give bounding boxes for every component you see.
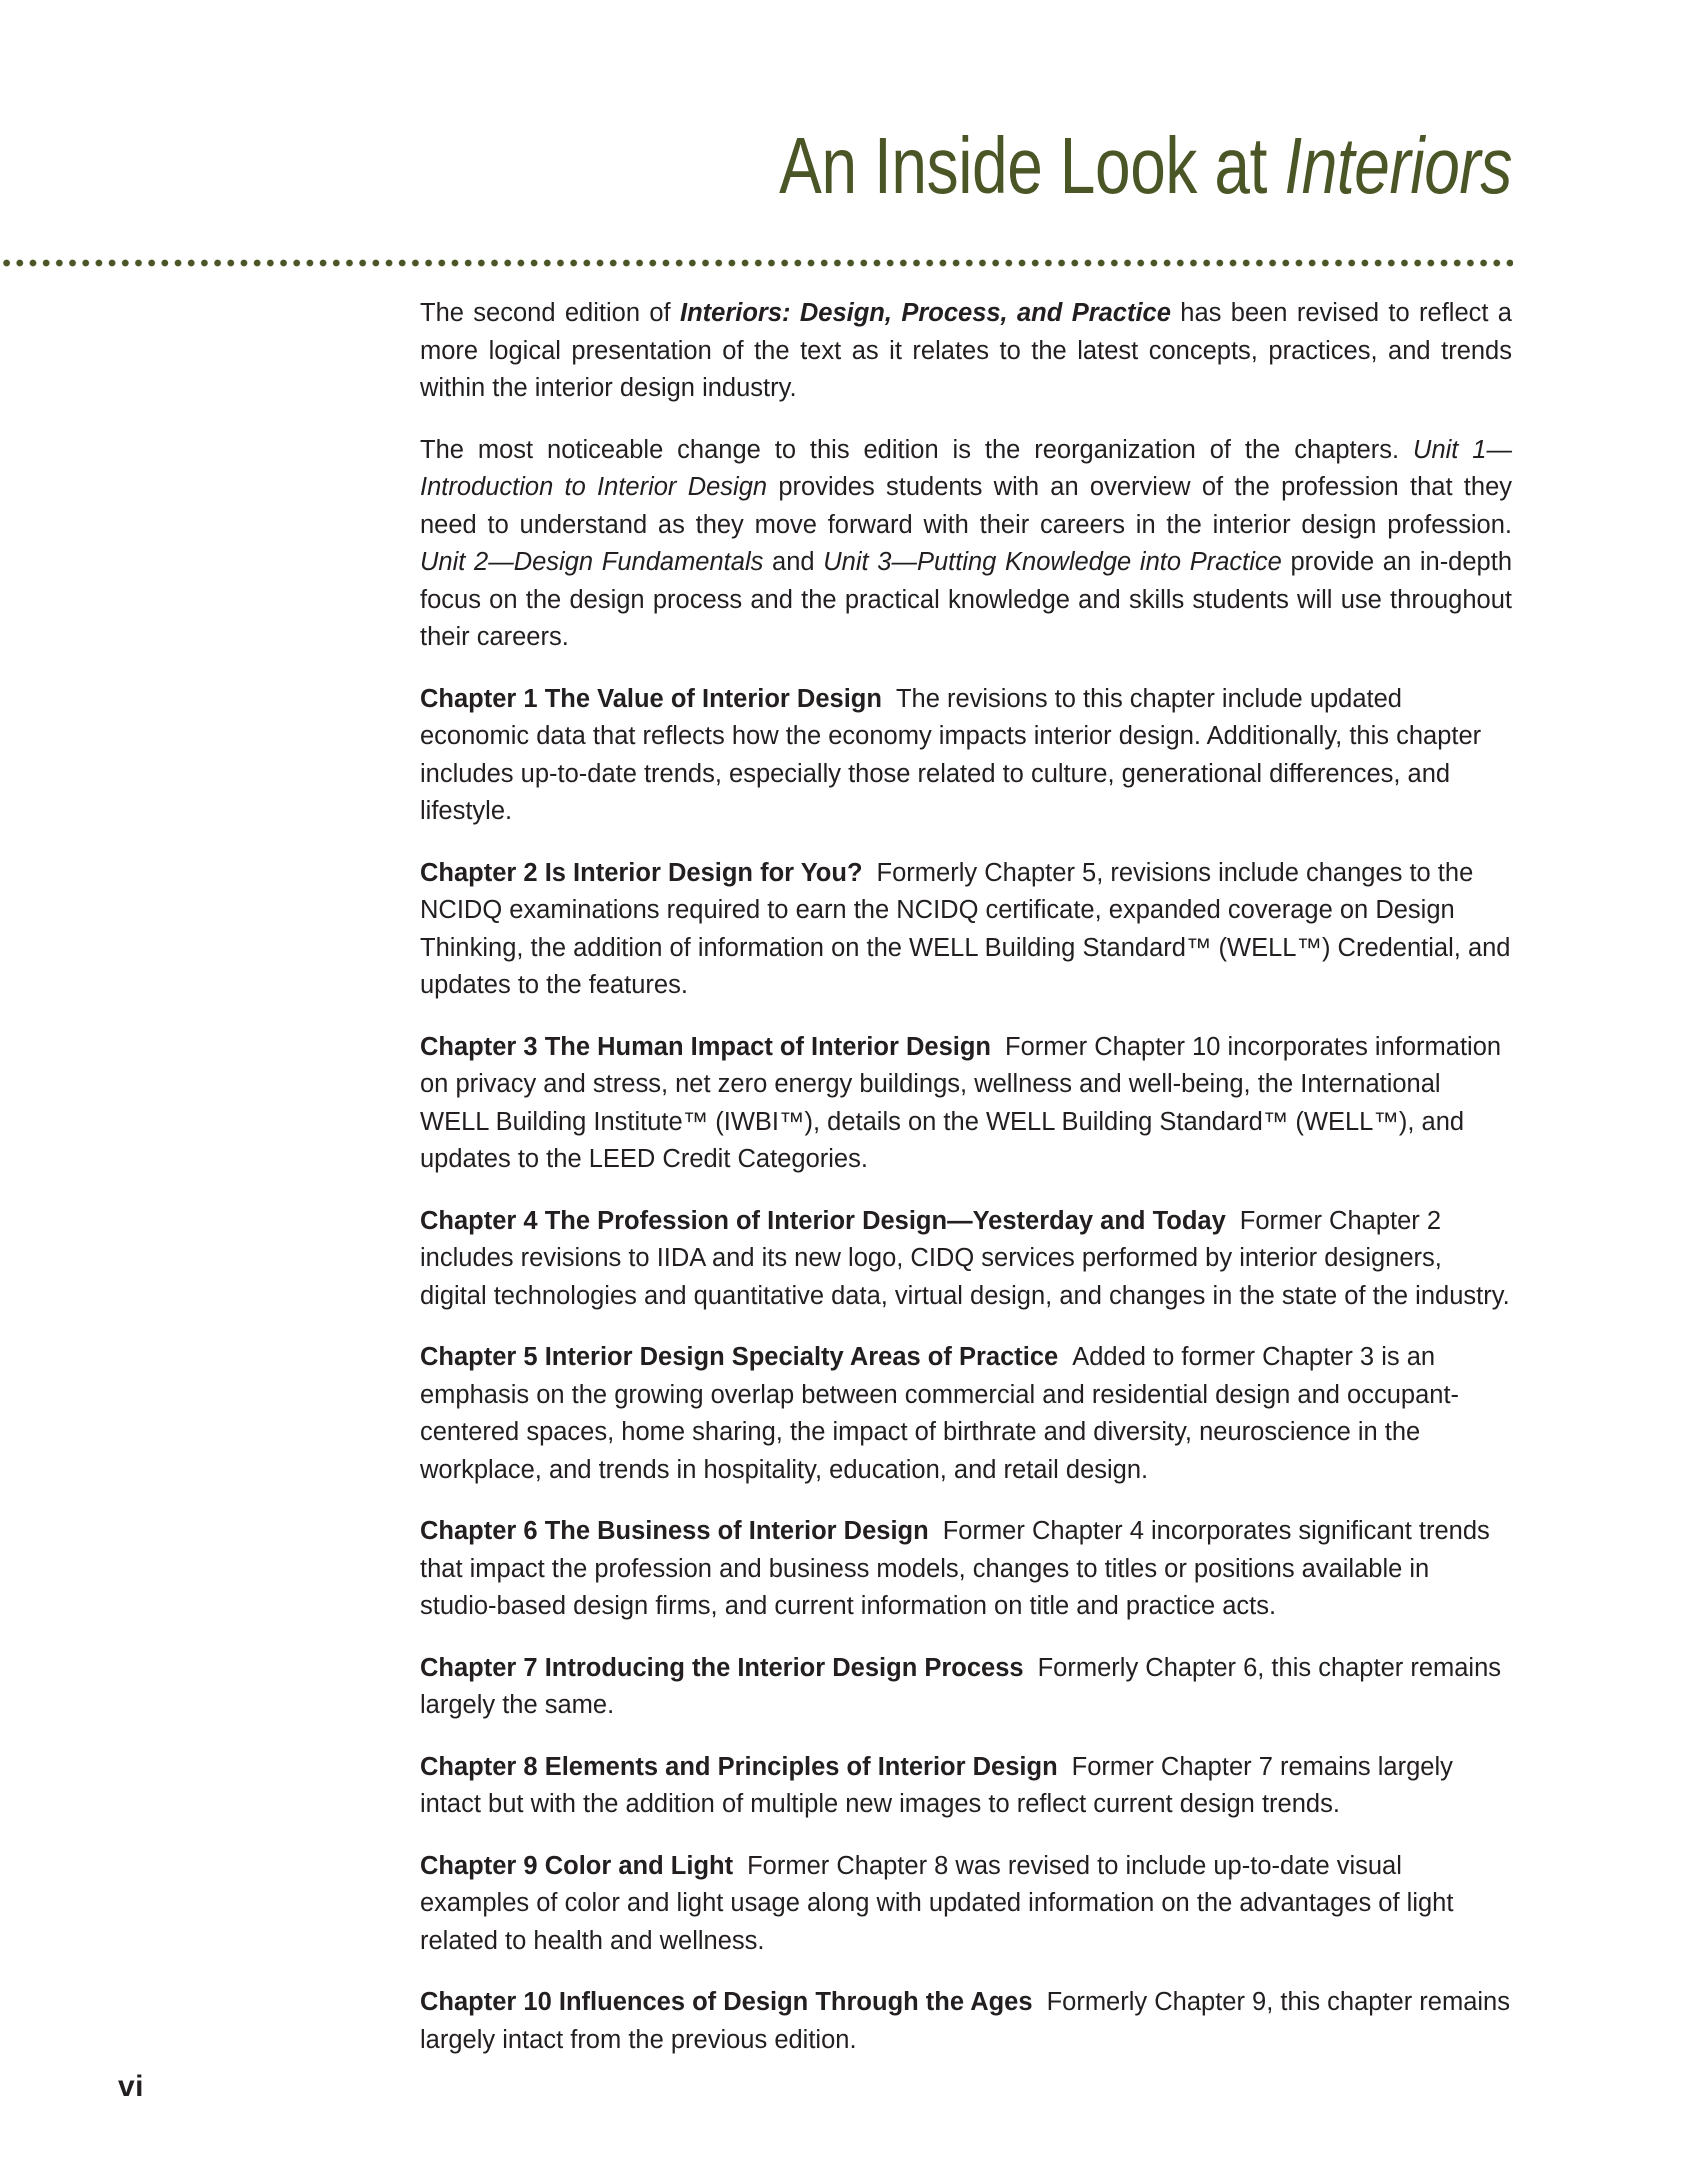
chapter-heading: Chapter 10 Influences of Design Through the Ages — [420, 1988, 1033, 2016]
chapter-body: The revisions to this chapter include updated economic data that reflects how the economy impacts interior design. Additionally, this chapter includes up-to-date trends, especially those related to culture, generational differences, and lifestyle. — [420, 684, 1482, 825]
chapter-heading: Chapter 4 The Profession of Interior Design—Yesterday and Today — [420, 1206, 1226, 1235]
chapter-heading: Chapter 9 Color and Light — [420, 1851, 734, 1880]
intro-p2-segment-2: provides students with an overview of the profession that they need to understand as they move forward with their careers in the interior design profession. — [420, 473, 1512, 539]
chapter-body: Former Chapter 2 includes revisions to IIDA and its new logo, CIDQ services performed by interior designers, digital technologies and quantitative data, virtual design, and changes in the state of the industry. — [420, 1206, 1510, 1310]
body-column — [420, 295, 1512, 2059]
chapter-entry — [420, 855, 1512, 1005]
intro-paragraph-2 — [420, 432, 1512, 657]
page-number: vi — [118, 2070, 145, 2103]
chapter-body: Added to former Chapter 3 is an emphasis on the growing overlap between commercial and residential design and occupant-centered spaces, home sharing, the impact of birthrate and diversity, neuroscience in the workplace, and trends in hospitality, education, and retail design. — [420, 1343, 1460, 1484]
intro-p1-before: The second edition of — [420, 299, 680, 327]
unit-2-emphasis: Unit 2—Design Fundamentals — [420, 548, 764, 576]
intro-p2-segment-1: The most noticeable change to this edition is the reorganization of the chapters. — [420, 435, 1414, 464]
chapter-heading: Chapter 2 Is Interior Design for You? — [420, 858, 863, 887]
chapter-entry — [420, 1848, 1512, 1961]
intro-paragraph-1 — [420, 295, 1512, 408]
chapter-heading: Chapter 5 Interior Design Specialty Areas of Practice — [420, 1343, 1059, 1371]
chapter-body: Former Chapter 10 incorporates information on privacy and stress, net zero energy buildings, wellness and well-being, the International WELL Building Institute™ (IWBI™), details on the WELL Building Standard™ (WELL™), and updates to the LEED Credit Categories. — [420, 1032, 1502, 1173]
chapter-heading: Chapter 1 The Value of Interior Design — [420, 684, 882, 713]
chapter-entry — [420, 1650, 1512, 1725]
chapter-body: Formerly Chapter 5, revisions include changes to the NCIDQ examinations required to earn the NCIDQ certificate, expanded coverage on Design Thinking, the addition of information on the WELL Building Standard™ (WELL™) Credential, and updates to the features. — [420, 858, 1511, 999]
unit-3-emphasis: Unit 3—Putting Knowledge into Practice — [823, 548, 1282, 576]
unit-1-emphasis: Unit 1—Introduction to Interior Design — [420, 435, 1512, 501]
intro-p1-after: has been revised to reflect a more logical presentation of the text as it relates to the latest concepts, practices, and trends within the interior design industry. — [420, 299, 1512, 402]
dotted-divider-rule — [0, 259, 1513, 267]
intro-p2-segment-3: and — [763, 548, 824, 576]
chapter-body: Formerly Chapter 6, this chapter remains largely the same. — [420, 1653, 1502, 1719]
intro-p2-segment-4: provide an in-depth focus on the design process and the practical knowledge and skills students will use throughout their careers. — [420, 548, 1512, 651]
page-title-italic: Interiors — [1284, 121, 1512, 210]
chapter-body: Formerly Chapter 9, this chapter remains largely intact from the previous edition. — [420, 1988, 1510, 2054]
chapter-entry — [420, 1339, 1512, 1489]
chapter-heading: Chapter 7 Introducing the Interior Design Process — [420, 1653, 1024, 1682]
chapter-body: Former Chapter 7 remains largely intact but with the addition of multiple new images to reflect current design trends. — [420, 1752, 1453, 1818]
book-title-emphasis: Interiors: Design, Process, and Practice — [680, 299, 1171, 327]
chapter-entry — [420, 1029, 1512, 1179]
chapter-entry — [420, 1749, 1512, 1824]
chapter-body: Former Chapter 4 incorporates significant trends that impact the profession and business models, changes to titles or positions available in studio-based design firms, and current information on title and practice acts. — [420, 1517, 1490, 1620]
chapter-heading: Chapter 3 The Human Impact of Interior Design — [420, 1032, 991, 1061]
chapter-entry — [420, 1203, 1512, 1316]
chapter-heading: Chapter 8 Elements and Principles of Interior Design — [420, 1752, 1058, 1781]
chapter-entry — [420, 1984, 1512, 2059]
chapter-entry — [420, 1513, 1512, 1626]
chapter-entry — [420, 681, 1512, 831]
page-title — [0, 121, 1512, 210]
chapter-heading: Chapter 6 The Business of Interior Design — [420, 1517, 929, 1545]
page-title-plain: An Inside Look at — [779, 121, 1285, 210]
chapter-body: Former Chapter 8 was revised to include up-to-date visual examples of color and light usage along with updated information on the advantages of light related to health and wellness. — [420, 1851, 1454, 1955]
